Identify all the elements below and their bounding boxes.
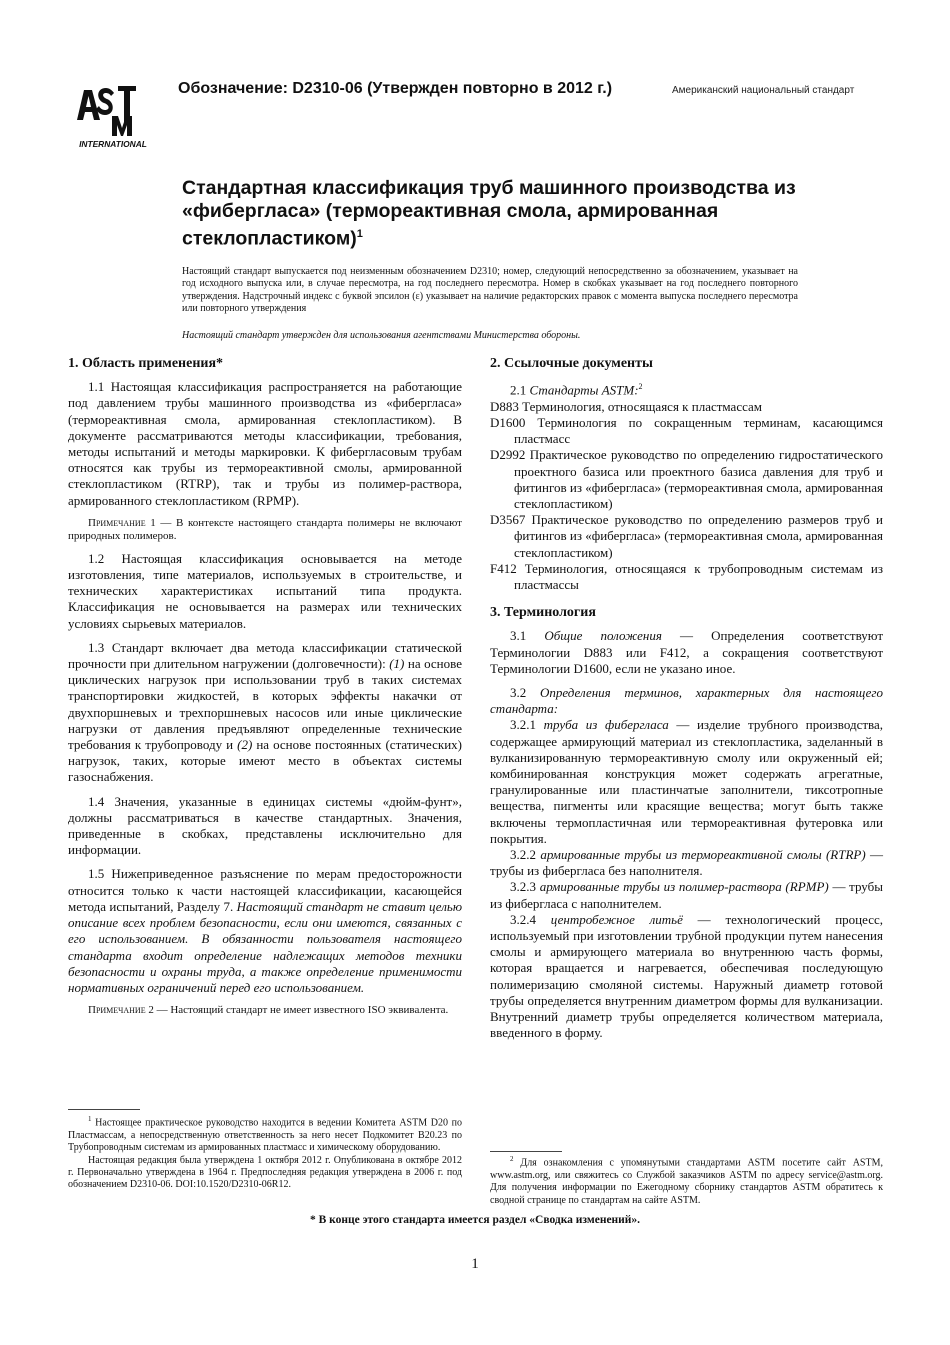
page-number: 1 xyxy=(471,1256,479,1272)
title-footnote-ref: 1 xyxy=(356,228,363,240)
document-title: Стандартная классификация труб машинного производства из «фибергласа» (термореактивная смола, армированная стеклопластиком)$^1$ xyxy=(182,177,796,250)
national-standard-label: Американский национальный стандарт xyxy=(672,85,855,96)
astm-logo xyxy=(66,76,156,150)
summary-of-changes-note: * В конце этого стандарта имеется раздел «Сводка изменений». xyxy=(309,1214,641,1226)
para-1-3: 1.3 Стандарт включает два метода классификации статической прочности при длительном нагружении (долговечности): (1) на основе циклических нагрузок при использовании труб в таких системах транспортировки жидкостей, в которых эффекты накачки от двухпоршневых и трехпоршневых насосов или иные циклические нагрузки от давления предъявляют определенные технические требования к трубопроводу и (2) на основе постоянных (статических) нагрузок, таких, которые имеют место в объектах системы газоснабжения. xyxy=(68,639,462,785)
note-1: Примечание 1 — В контексте настоящего стандарта полимеры не включают природных полимеров. xyxy=(68,516,462,542)
para-3-2-1: 3.2.1 труба из фибергласа — изделие трубного производства, содержащее армирующий материал из стеклопластика, заделанный в вулканизированную термореактивную смолу или окруженный ей; комбинированная конструкция может содержать агрегатные, гранулированные или пластинчатые заполнители, тиксотропные вещества, пигменты или красящие вещества; могут быть также включены термопластичная или термореактивная футеровка или покрытия. xyxy=(490,717,884,846)
footnote-1-rule xyxy=(68,1109,140,1110)
ref-d3567: D3567 Практическое руководство по определению размеров труб и фитингов из «фибергласа» (термореактивная смола, армированная стеклопластиком) xyxy=(490,512,883,560)
ref-d883: D883 Терминология, относящаяся к пластмассам xyxy=(490,398,763,414)
section-2-heading: 2. Ссылочные документы xyxy=(490,356,653,371)
para-1-1: 1.1 Настоящая классификация распространяется на работающие под давлением трубы машинного производства из «фибергласа» (термореактивная смола, армированная стеклопластиком). В документе рассматриваются методы классификации, требования, методы испытаний и методы маркировки. К фибергласовым трубам относятся как трубы из термореактивной смолы, армированной стеклопластиком (RTRP), так и трубы из полимер-раствора, армированного стеклопластиком (RPMP). xyxy=(68,379,462,508)
ref-f412: F412 Терминология, относящаяся к трубопроводным системам из пластмассы xyxy=(490,560,883,592)
approval-note: Настоящий стандарт утвержден для использования агентствами Министерства обороны. xyxy=(182,330,581,341)
footnote-1: $^1$ Настоящее практическое руководство находится в ведении Комитета ASTM D20 по Пластмассам, а непосредственную ответственность за него несет Подкомитет B20.23 по Трубопроводным системам из армированных пластмасс и химическому оборудованию. Настоящая редакция была утверждена 1 октября 2012 г. Опубликована в октябре 2012 г. Первоначально утверждена в 1964 г. Предпоследняя редакция утверждена в 2006 г. под обозначением D2310-06. DOI:10.1520/D2310-06R12. xyxy=(68,1115,462,1191)
intro-paragraph: Настоящий стандарт выпускается под неизменным обозначением D2310; номер, следующий непосредственно за обозначением, указывает на год исходного выпуска или, в случае пересмотра, на год последнего пересмотра. Номер в скобках указывает на год последнего повторного утверждения. Надстрочный индекс с буквой эпсилон (ε) указывает на наличие редакторских правок с момента выпуска последнего пересмотра или повторного утверждения xyxy=(182,266,798,315)
left-column xyxy=(68,356,462,1025)
para-3-2-4: 3.2.4 центробежное литьё — технологический процесс, используемый при изготовлении трубной продукции путем нанесения смолы и армирующего материала во внутреннюю часть формы, которая вращается и нагревается, обеспечивая последующую полимеризацию смоляной системы. Наружный диаметр готовой трубы определяется внутренним диаметром формы для вулканизации. Внутренний диаметр трубы определяется количеством материала, введенного в форму. xyxy=(490,911,883,1041)
designation: Обозначение: D2310-06 (Утвержден повторно в 2012 г.) xyxy=(178,80,613,97)
logo-text: INTERNATIONAL xyxy=(79,139,147,149)
para-1-2: 1.2 Настоящая классификация основывается на методе изготовления, типе материалов, используемых в строительстве, и технических характеристиках испытаний типа продукта. Классификация не основывается на размерах или технических условиях сырьевых материалов. xyxy=(68,550,462,631)
para-2-1: 2.1 Стандарты ASTM:$^2$ xyxy=(510,382,643,398)
ref-d2992: D2992 Практическое руководство по определению гидростатического проектного базиса или проектного базиса давления для труб и фитингов из «фибергласа» (термореактивная смола, армированная стеклопластиком) xyxy=(490,447,883,511)
footnote-2: $^2$ Для ознакомления с упомянутыми стандартами ASTM посетите сайт ASTM, www.astm.org, или свяжитесь со Службой заказчиков ASTM по адресу service@astm.org. Для получения информации по Ежегодному сборнику стандартов ASTM обратитесь к сводной странице по стандартам на сайте ASTM. xyxy=(490,1155,883,1206)
para-3-1: 3.1 Общие положения — Определения соответствуют Терминологии D883 или F412, а сокращения соответствуют Терминологии D1600, если не указано иное. xyxy=(490,628,884,676)
para-3-2-2: 3.2.2 армированные трубы из термореактивной смолы (RTRP) — трубы из фибергласа без наполнителя. xyxy=(490,847,883,879)
para-1-4: 1.4 Значения, указанные в единицах системы «дюйм-фунт», должны рассматриваться в качестве стандартных. Значения, приведенные в скобках, представлены исключительно для информации. xyxy=(68,793,462,858)
section-3-heading: 3. Терминология xyxy=(490,605,596,621)
right-column xyxy=(490,356,883,1041)
footnote-2-rule xyxy=(490,1151,562,1152)
section-1-heading: 1. Область применения* xyxy=(68,356,224,371)
note-2: Примечание 2 — Настоящий стандарт не имеет известного ISO эквивалента. xyxy=(88,1004,449,1017)
para-3-2-3: 3.2.3 армированные трубы из полимер-раствора (RPMP) — трубы из фибергласа с наполнителем. xyxy=(490,879,883,911)
para-1-5: 1.5 Нижеприведенное разъяснение по мерам предосторожности относится только к части настоящей классификации, касающейся метода испытаний, Разделу 7. Настоящий стандарт не ставит целью описание всех проблем безопасности, если они имеются, связанных с его использованием. В обязанности пользователя настоящего стандарта входит определение надлежащих методов техники безопасности и охраны труда, а также определение применимости нормативных ограничений перед его использованием. xyxy=(68,866,462,995)
para-3-2: 3.2 Определения терминов, характерных для настоящего стандарта: xyxy=(490,684,884,717)
ref-d1600: D1600 Терминология по сокращенным терминам, касающимся пластмасс xyxy=(490,414,883,447)
